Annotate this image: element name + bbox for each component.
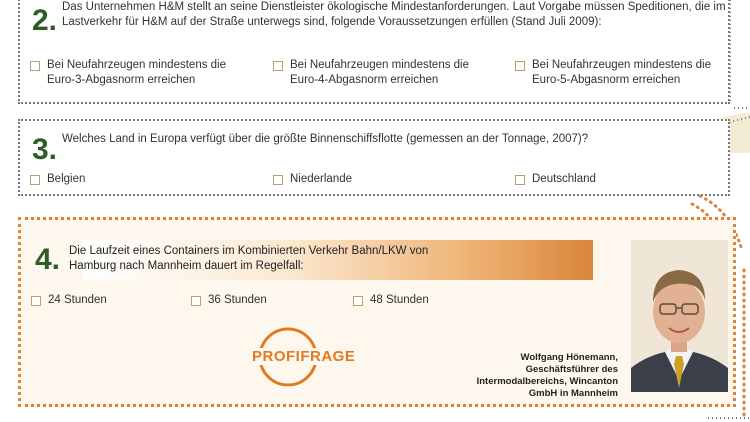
option-label: Bei Neufahrzeugen mindestens die Euro-3-Abgasnorm erreichen [47, 59, 227, 86]
option-label: Deutschland [532, 173, 596, 185]
question-2-box [18, 0, 730, 104]
option-label: Belgien [47, 173, 86, 185]
portrait-photo [631, 240, 728, 392]
option-label: 24 Stunden [48, 294, 107, 306]
question-2-number: 2. [32, 4, 58, 37]
option-label: 48 Stunden [370, 294, 429, 306]
checkbox[interactable] [273, 175, 283, 185]
option-label: Niederlande [290, 173, 353, 185]
checkbox[interactable] [191, 296, 201, 306]
checkbox[interactable] [273, 61, 283, 71]
portrait-illustration [631, 240, 728, 392]
question-3-box [18, 119, 730, 196]
option-label: Bei Neufahrzeugen mindestens die Euro-4-Abgasnorm erreichen [290, 59, 470, 86]
profifrage-badge: PROFIFRAGE [250, 348, 364, 365]
question-3-number: 3. [32, 133, 58, 166]
checkbox[interactable] [30, 175, 40, 185]
checkbox[interactable] [31, 296, 41, 306]
checkbox[interactable] [515, 61, 525, 71]
checkbox[interactable] [515, 175, 525, 185]
bottom-dotted-line [18, 414, 750, 422]
option-label: 36 Stunden [208, 294, 267, 306]
expert-caption: Wolfgang Hönemann, Geschäftsführer des Intermodalbereichs, Wincanton GmbH in Mannheim [476, 352, 618, 399]
checkbox[interactable] [30, 61, 40, 71]
question-3-text: Welches Land in Europa verfügt über die größte Binnenschiffsflotte (gemessen an der Tonnage, 2007)? [62, 133, 589, 145]
dotted-corner-decoration [728, 0, 750, 120]
question-4-box [18, 217, 736, 407]
checkbox[interactable] [353, 296, 363, 306]
question-4-text: Die Laufzeit eines Containers im Kombinierten Verkehr Bahn/LKW von Hamburg nach Mannheim dauert im Regelfall: [69, 245, 429, 272]
question-2-text: Das Unternehmen H&M stellt an seine Dienstleister ökologische Mindestanforderungen. Laut Vorgabe müssen Speditionen, die im Lastverkehr für H&M auf der Straße unterwegs sind, folgende Voraussetzungen erfüllen (Stand Juli 2009): [62, 1, 726, 28]
option-label: Bei Neufahrzeugen mindestens die Euro-5-Abgasnorm erreichen [532, 59, 712, 86]
question-4-number: 4. [35, 243, 61, 276]
